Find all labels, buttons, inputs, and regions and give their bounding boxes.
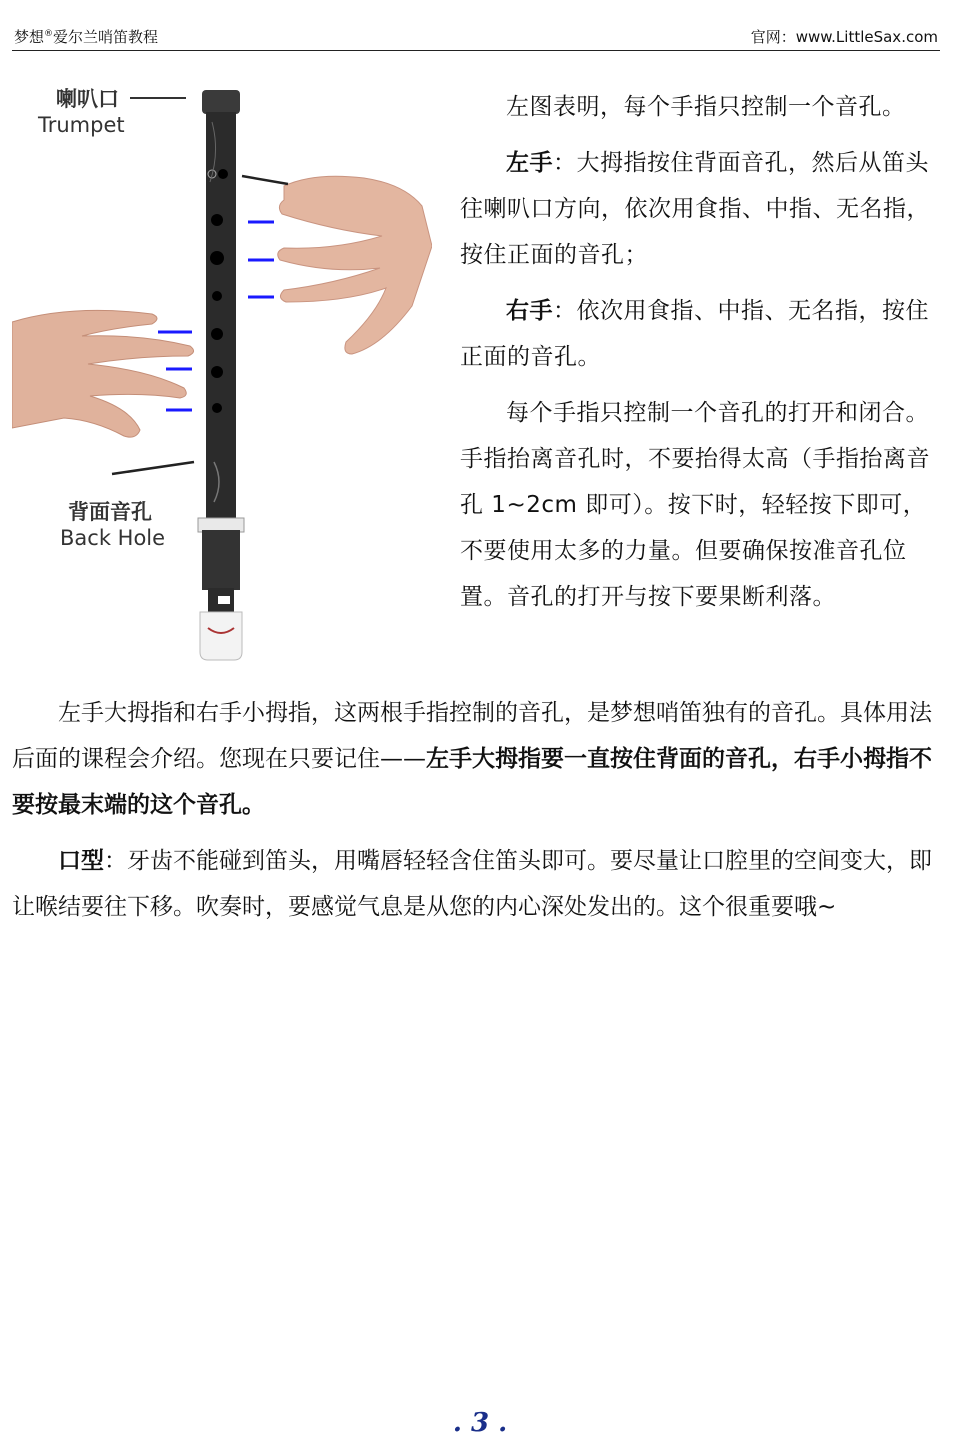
paragraph-right-hand: 右手：依次用食指、中指、无名指，按住正面的音孔。: [460, 298, 929, 370]
left-hand-label: 左手: [506, 150, 553, 176]
whistle-ring: [198, 518, 244, 532]
backhole-label-en: Back Hole: [60, 526, 166, 550]
header-website: 官网：www.LittleSax.com: [750, 28, 938, 46]
page-number: . 3 .: [452, 1408, 508, 1438]
trumpet-label-cn: 喇叭口: [56, 87, 119, 111]
whistle-trumpet-end: [202, 90, 240, 114]
paragraph-1: 左图表明，每个手指只控制一个音孔。: [506, 94, 906, 120]
right-text-column: [460, 84, 940, 630]
header-title: 梦想®爱尔兰哨笛教程: [14, 28, 159, 46]
thumb-pointer-line: [242, 176, 288, 184]
mouth-shape-label: 口型: [58, 848, 104, 874]
backhole-label-cn: 背面音孔: [68, 500, 152, 524]
whistle-window: [218, 596, 230, 604]
whistle-fingering-figure: [12, 82, 432, 672]
hole-4: [211, 328, 223, 340]
left-hand: [278, 176, 432, 354]
full-width-text: [12, 690, 940, 940]
backhole-pointer-line: [112, 462, 194, 474]
page-header: [12, 24, 940, 51]
trumpet-label-en: Trumpet: [38, 113, 125, 137]
hole-5: [211, 366, 223, 378]
right-hand: [12, 310, 194, 437]
hole-thumb: [218, 169, 228, 179]
hole-1: [211, 214, 223, 226]
right-hand-label: 右手: [506, 298, 553, 324]
hole-6: [212, 403, 222, 413]
paragraph-5: 左手大拇指和右手小拇指，这两根手指控制的音孔，是梦想哨笛独有的音孔。具体用法后面的课程会介绍。您现在只要记住——左手大拇指要一直按住背面的音孔，右手小拇指不要按最末端的这个音孔。: [12, 700, 932, 818]
paragraph-4: 每个手指只控制一个音孔的打开和闭合。手指抬离音孔时，不要抬得太高（手指抬离音孔 1~2cm 即可）。按下时，轻轻按下即可，不要使用太多的力量。但要确保按准音孔位置。音孔的打开与按下要果断利落。: [460, 400, 930, 610]
paragraph-left-hand: 左手：大拇指按住背面音孔，然后从笛头往喇叭口方向，依次用食指、中指、无名指，按住正面的音孔；: [460, 150, 930, 268]
hole-3: [212, 291, 222, 301]
whistle-illustration: [12, 82, 432, 672]
whistle-grip: [202, 530, 240, 590]
key-instruction: 左手大拇指要一直按住背面的音孔，右手小拇指不要按最末端的这个音孔。: [12, 746, 932, 818]
hole-2: [210, 251, 224, 265]
paragraph-mouth-shape: 口型：牙齿不能碰到笛头，用嘴唇轻轻含住笛头即可。要尽量让口腔里的空间变大，即让喉结要往下移。吹奏时，要感觉气息是从您的内心深处发出的。这个很重要哦~: [12, 848, 932, 920]
whistle-mouthpiece: [200, 612, 242, 660]
